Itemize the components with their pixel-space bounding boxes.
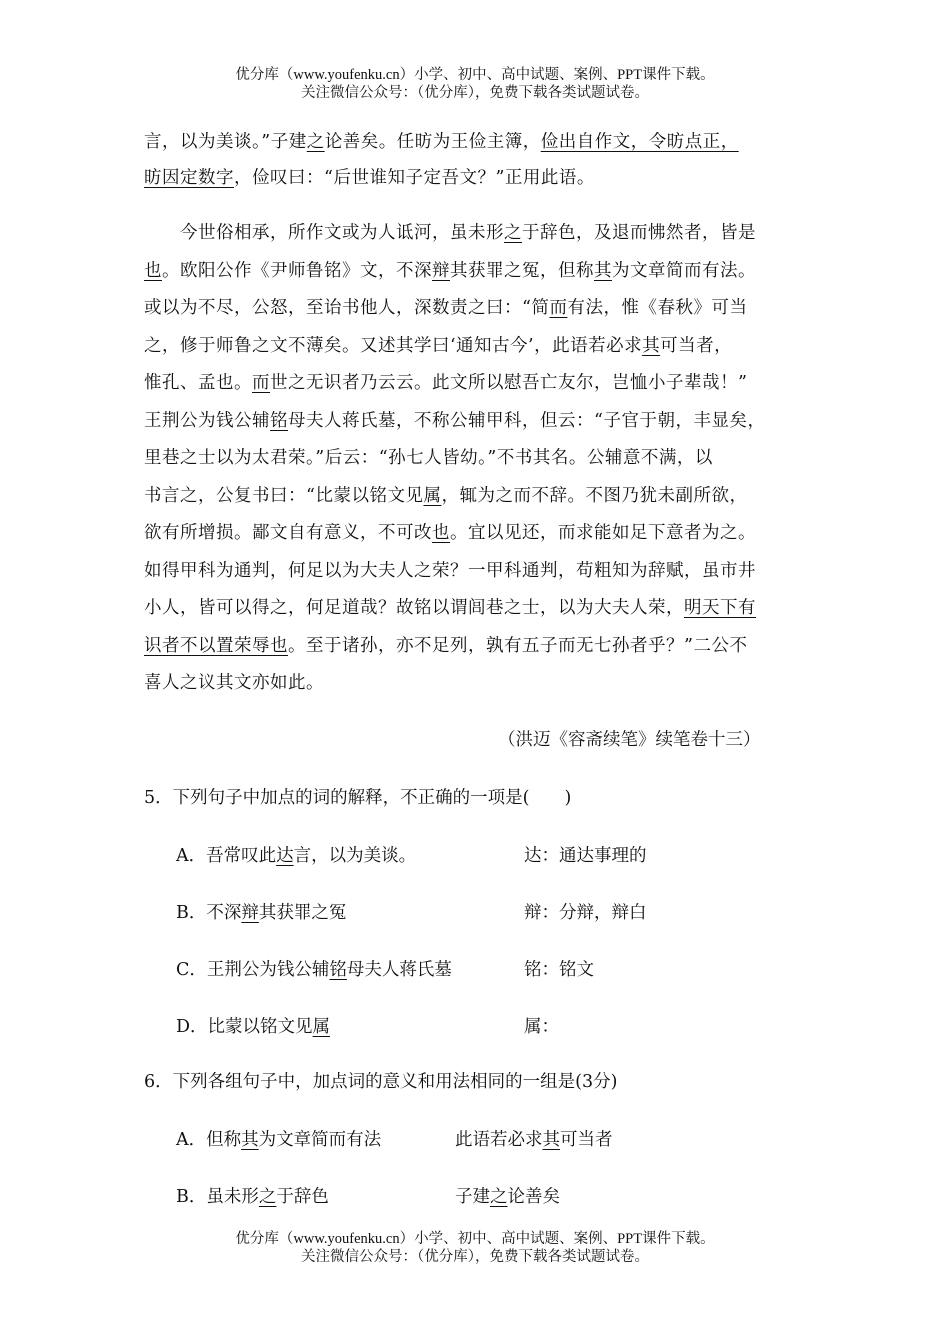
marked-word: 辩: [241, 903, 259, 923]
text-segment: 小人，皆可以得之，何足道哉？故铭以谓闾巷之士，以为大夫人荣，: [144, 598, 684, 618]
option-label: A．: [176, 846, 207, 866]
text-segment: 论善矣。任昉为王俭主簿，: [324, 132, 541, 152]
text-segment: 于辞色，及退而怫然者，皆是: [522, 223, 756, 243]
marked-word: 达: [276, 846, 294, 866]
text-segment: 。至于诸孙，亦不足列，孰有五子而无七孙者乎？”二公不: [288, 635, 748, 656]
marked-word: 辩: [432, 260, 450, 281]
passage-line: [144, 369, 747, 394]
text-segment: 为文章简而有法。: [612, 260, 756, 281]
option-label: D．: [176, 1017, 208, 1037]
marked-word: 明天下有: [684, 598, 756, 618]
marked-word: 之: [306, 132, 325, 152]
passage-line: [144, 257, 756, 282]
header-line-1: 优分库（www.youfenku.cn）小学、初中、高中试题、案例、PPT课件下载。: [235, 67, 715, 83]
marked-word: 之: [258, 1187, 277, 1207]
text-segment: 欲有所增损。鄙文自有意义，不可改: [144, 523, 432, 543]
text-segment: 王荆公为钱公辅: [206, 960, 330, 980]
option-label: A．: [176, 1130, 207, 1150]
text-segment: 言，以为美谈。: [293, 846, 417, 866]
option-label: B．: [176, 1187, 207, 1207]
marked-word: 也: [432, 523, 450, 543]
text-segment: 其获罪之冤，但称: [450, 260, 594, 281]
text-segment: 论善矣: [507, 1187, 560, 1207]
passage-line: [144, 294, 747, 319]
marked-word: 其: [542, 1130, 560, 1150]
text-segment: 可当者: [560, 1130, 613, 1150]
option-gloss: 达：通达事理的: [524, 846, 647, 866]
marked-word: 之: [490, 1187, 508, 1207]
text-segment: 。欧阳公作《尹师鲁铭》文，不深: [162, 260, 432, 281]
marked-word: 识者不以置荣辱也: [144, 635, 288, 656]
marked-word: 其: [241, 1130, 259, 1150]
text-segment: 比蒙以铭文见: [207, 1017, 313, 1037]
text-segment: 书言之，公复书曰：“比蒙以铭文见: [144, 485, 424, 506]
text-segment: 母夫人蒋氏墓，不称公辅甲科，但云：“子官于朝，丰显矣，: [288, 410, 766, 431]
marked-word: 而: [252, 373, 270, 393]
option-a[interactable]: [176, 1126, 381, 1151]
text-segment: 或以为不尽，公怒，至诒书他人，深数责之曰：“简: [144, 298, 550, 318]
marked-word: 而: [549, 298, 568, 318]
marked-word: 属: [312, 1017, 331, 1037]
text-segment: 虽未形: [206, 1187, 259, 1207]
option-second-sentence: [455, 1126, 613, 1151]
footer-line-2: 关注微信公众号：（优分库），免费下载各类试题试卷。: [301, 1249, 649, 1265]
passage-line: [144, 594, 756, 619]
option-gloss: 辩：分辩，辩白: [524, 903, 647, 923]
text-segment: 今世俗相承，所作文或为人诋河，虽未形: [144, 223, 504, 243]
underlined-sentence: 俭出自作文，令昉点正，: [540, 132, 739, 152]
option-label: C．: [176, 960, 207, 980]
passage-line: [144, 444, 713, 469]
text-segment: 此语若必求: [455, 1130, 543, 1150]
text-segment: 。宜以见还，而求能如足下意者为之。: [450, 523, 756, 543]
marked-word: 其: [594, 260, 612, 281]
header-line-2: 关注微信公众号：（优分库），免费下载各类试题试卷。: [301, 85, 649, 101]
underlined-sentence: 昉因定数字: [144, 168, 234, 188]
text-segment: 言，以为美谈。”子建: [144, 132, 307, 152]
option-gloss: 属：: [524, 1017, 559, 1037]
marked-word: 其: [642, 335, 661, 356]
option-a[interactable]: [176, 842, 416, 867]
text-segment: 世之无识者乃云云。此文所以慰吾亡友尔，岂恤小子辈哉！”: [270, 373, 748, 393]
passage-line: [144, 128, 739, 153]
text-segment: 为文章简而有法: [258, 1130, 382, 1150]
marked-word: 之: [504, 223, 522, 243]
text-segment: 惟孔、孟也。: [144, 373, 252, 393]
option-second-sentence: [455, 1183, 560, 1208]
text-segment: 如得甲科为通判，何足以为大夫人之荣？一甲科通判，苟粗知为辞赋，虽市井: [144, 560, 756, 581]
text-segment: 子建: [455, 1187, 490, 1207]
passage-line: [144, 164, 595, 189]
passage-line: [144, 557, 756, 582]
page-footer: [0, 1230, 950, 1266]
text-segment: 但称: [206, 1130, 242, 1150]
text-segment: 其获罪之冤: [258, 903, 347, 923]
text-segment: 母夫人蒋氏墓: [346, 960, 452, 980]
option-d[interactable]: [176, 1013, 330, 1038]
passage-line: [144, 219, 756, 244]
option-gloss: 铭：铭文: [524, 960, 594, 980]
option-c[interactable]: [176, 956, 452, 981]
passage-source: （洪迈《容斋续笔》续笔卷十三）: [498, 730, 761, 750]
question-5-stem: 5．下列句子中加点的词的解释，不正确的一项是( ): [144, 788, 572, 808]
text-segment: 吾常叹此: [206, 846, 277, 866]
text-segment: 有法，惟《春秋》可当: [567, 298, 748, 318]
option-label: B．: [176, 903, 207, 923]
text-segment: 可当者，: [660, 335, 733, 356]
page-header: [0, 66, 950, 102]
marked-word: 也: [144, 260, 162, 281]
text-segment: ，辄为之而不辞。不图乃犹未副所欲，: [441, 485, 748, 506]
text-segment: ，俭叹曰：“后世谁知子定吾文？”正用此语。: [234, 168, 595, 188]
text-segment: 之，修于师鲁之文不薄矣。又述其学曰‘通知古今’，此语若必求: [144, 335, 643, 356]
passage-line: [144, 482, 747, 507]
text-segment: 里巷之士以为太君荣。”后云：“孙七人皆幼。”不书其名。公辅意不满，以: [144, 448, 713, 468]
passage-line: [144, 669, 324, 694]
footer-line-1: 优分库（www.youfenku.cn）小学、初中、高中试题、案例、PPT课件下载。: [235, 1231, 715, 1247]
passage-line: [144, 332, 732, 357]
passage-line: [144, 519, 756, 544]
text-segment: 于辞色: [276, 1187, 329, 1207]
text-segment: 王荆公为钱公辅: [144, 410, 270, 431]
option-b[interactable]: [176, 899, 346, 924]
passage-line: [144, 632, 747, 657]
text-segment: 不深: [206, 903, 242, 923]
passage-line: [144, 407, 765, 432]
question-6-stem: 6．下列各组句子中，加点词的意义和用法相同的一组是(3分): [144, 1072, 618, 1092]
option-b[interactable]: [176, 1183, 329, 1208]
marked-word: 铭: [270, 410, 288, 431]
marked-word: 属: [423, 485, 442, 506]
marked-word: 铭: [329, 960, 347, 980]
text-segment: 喜人之议其文亦如此。: [144, 673, 324, 693]
